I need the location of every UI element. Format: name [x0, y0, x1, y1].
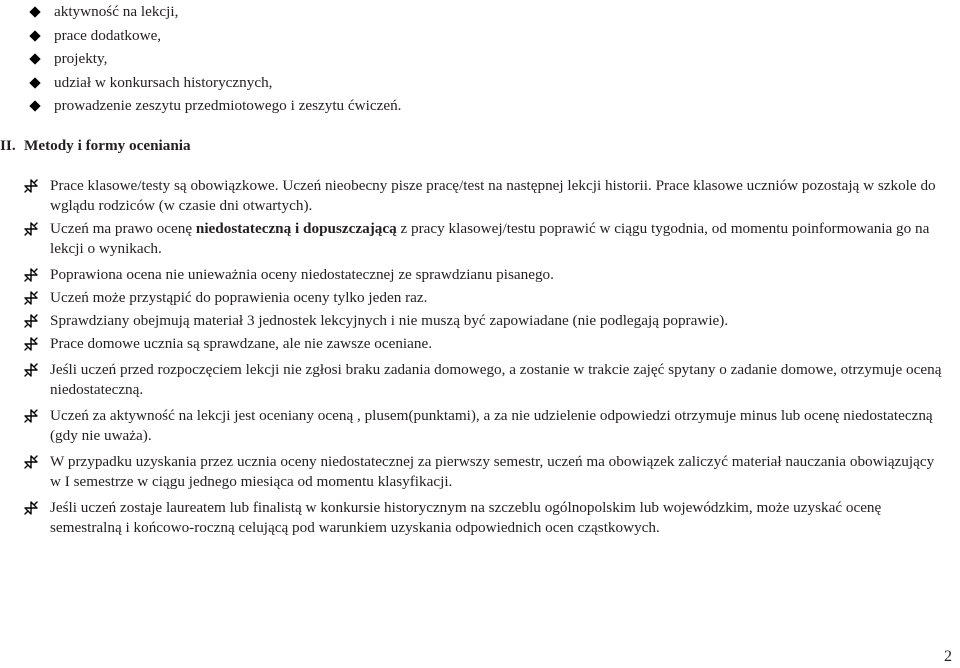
airplane-bullet-icon [24, 222, 38, 236]
airplane-bullet-icon [24, 268, 38, 282]
diamond-bullet-icon [30, 101, 40, 111]
rule-text: Prace domowe ucznia są sprawdzane, ale nie zawsze oceniane. [50, 335, 433, 352]
section-heading [0, 136, 191, 156]
activity-text: aktywność na lekcji, [54, 3, 179, 20]
grading-rules-list [24, 176, 944, 541]
rule-item [24, 498, 944, 538]
rule-text: Uczeń ma prawo ocenę [50, 220, 196, 237]
rule-item [24, 288, 944, 308]
airplane-bullet-icon [24, 179, 38, 193]
rule-item [24, 334, 944, 354]
activity-text: prowadzenie zeszytu przedmiotowego i zeszytu ćwiczeń. [54, 97, 402, 114]
rule-item [24, 311, 944, 331]
diamond-bullet-icon [30, 78, 40, 88]
rule-emphasis: niedostateczną i dopuszczającą [195, 220, 397, 237]
activity-text: udział w konkursach historycznych, [54, 73, 273, 91]
rule-text: Uczeń może przystąpić do poprawienia oceny tylko jeden raz. [50, 289, 428, 306]
rule-item [24, 452, 944, 492]
activity-item [30, 0, 401, 24]
activity-text: projekty, [54, 50, 108, 67]
airplane-bullet-icon [24, 363, 38, 377]
activity-item [30, 94, 401, 118]
page-number: 2 [944, 648, 952, 665]
airplane-bullet-icon [24, 409, 38, 423]
diamond-bullet-icon [30, 54, 40, 64]
rule-item [24, 406, 944, 446]
rule-text: Jeśli uczeń przed rozpoczęciem lekcji nie zgłosi braku zadania domowego, a zostanie w trakcie zajęć spytany o zadanie domowe, otrzymuje oceną niedostateczną. [50, 361, 942, 398]
activity-text: prace dodatkowe, [54, 26, 162, 44]
rule-text: W przypadku uzyskania przez ucznia oceny niedostatecznej za pierwszy semestr, uczeń ma obowiązek zaliczyć materiał nauczania obowiązujący w I semestrze w ciągu jednego miesiąca od momentu klasyfikacji. [50, 453, 935, 490]
section-number: II. [0, 137, 16, 154]
airplane-bullet-icon [24, 455, 38, 469]
rule-text: z pracy klasowej/testu poprawić w ciągu tygodnia, od momentu poinformowania go na lekcji o wynikach. [50, 220, 930, 257]
airplane-bullet-icon [24, 337, 38, 351]
activity-item [30, 47, 401, 71]
rule-text: Jeśli uczeń zostaje laureatem lub finalistą w konkursie historycznym na szczeblu ogólnopolskim lub wojewódzkim, może uzyskać ocenę semestralną i końcowo-roczną celującą pod warunkiem uzyskania odpowiednich ocen cząstkowych. [50, 499, 882, 536]
rule-item [24, 176, 944, 216]
rule-text: Uczeń za aktywność na lekcji jest oceniany oceną , plusem(punktami), a za nie udzielenie odpowiedzi otrzymuje minus lub ocenę niedostateczną (gdy nie uważa). [50, 407, 933, 444]
activity-item [30, 24, 401, 48]
diamond-bullet-icon [30, 31, 40, 41]
airplane-bullet-icon [24, 314, 38, 328]
diamond-bullet-icon [30, 7, 40, 17]
activity-item [30, 71, 401, 95]
activity-list [30, 0, 401, 118]
airplane-bullet-icon [24, 291, 38, 305]
rule-item [24, 360, 944, 400]
rule-item [24, 265, 944, 285]
rule-text: Prace klasowe/testy są obowiązkowe. Uczeń nieobecny pisze pracę/test na następnej lekcji historii. Prace klasowe uczniów pozostają w szkole do wglądu rodziców (w czasie dni otwartych). [50, 177, 936, 214]
rule-item [24, 219, 944, 259]
section-title: Metody i formy oceniania [24, 137, 191, 154]
airplane-bullet-icon [24, 501, 38, 515]
rule-text: Poprawiona ocena nie unieważnia oceny niedostatecznej ze sprawdzianu pisanego. [50, 266, 554, 283]
rule-text: Sprawdziany obejmują materiał 3 jednostek lekcyjnych i nie muszą być zapowiadane (nie podlegają poprawie). [50, 312, 729, 329]
